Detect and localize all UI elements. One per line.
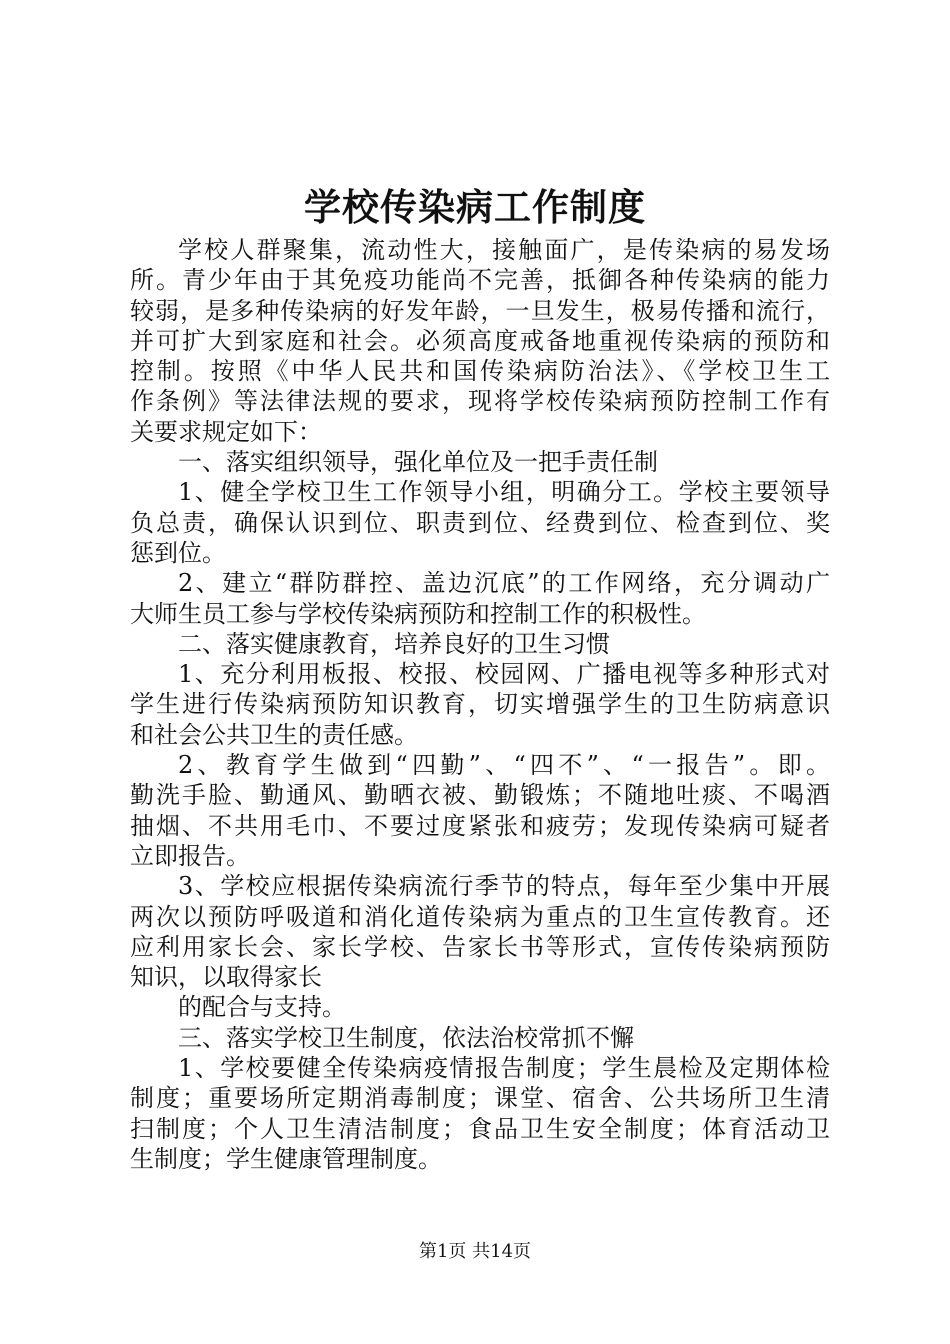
document-body (130, 235, 830, 1174)
text-line: 2、教育学生做到“四勤”、“四不”、“一报告”。即。 (178, 751, 830, 780)
text-line: 扫制度；个人卫生清洁制度；食品卫生安全制度；体育活动卫 (130, 1114, 830, 1143)
text-line: 的配合与支持。 (178, 993, 346, 1022)
text-line: 勤洗手脸、勤通风、勤晒衣被、勤锻炼；不随地吐痰、不喝酒 (130, 781, 830, 810)
text-line: 2、建立“群防群控、盖边沉底”的工作网络，充分调动广 (178, 569, 830, 598)
text-line: 学校人群聚集，流动性大，接触面广，是传染病的易发场 (178, 236, 830, 264)
text-line: 并可扩大到家庭和社会。必须高度戒备地重视传染病的预防和 (130, 326, 830, 355)
text-line: 生制度；学生健康管理制度。 (130, 1144, 442, 1173)
text-line: 抽烟、不共用毛巾、不要过度紧张和疲劳；发现传染病可疑者 (130, 811, 830, 840)
text-line: 立即报告。 (130, 841, 250, 870)
text-line: 关要求规定如下： (130, 417, 322, 446)
text-line: 控制。按照《中华人民共和国传染病防治法》、《学校卫生工 (130, 357, 830, 386)
text-line: 较弱，是多种传染病的好发年龄，一旦发生，极易传播和流行， (130, 296, 830, 325)
text-line: 应利用家长会、家长学校、告家长书等形式，宣传传染病预防 (130, 932, 830, 961)
text-line: 3、学校应根据传染病流行季节的特点，每年至少集中开展 (178, 872, 830, 901)
text-line: 两次以预防呼吸道和消化道传染病为重点的卫生宣传教育。还 (130, 902, 830, 931)
text-line: 知识，以取得家长 (130, 963, 322, 992)
text-line: 和社会公共卫生的责任感。 (130, 720, 418, 749)
text-line: 作条例》等法律法规的要求，现将学校传染病预防控制工作有 (130, 387, 830, 416)
text-line: 1、充分利用板报、校报、校园网、广播电视等多种形式对 (178, 660, 830, 689)
text-line: 1、学校要健全传染病疫情报告制度；学生晨检及定期体检 (178, 1054, 830, 1083)
text-line: 负总责，确保认识到位、职责到位、经费到位、检查到位、奖 (130, 508, 830, 537)
text-line: 惩到位。 (130, 538, 226, 567)
document-title: 学校传染病工作制度 (304, 185, 646, 229)
text-line: 学生进行传染病预防知识教育，切实增强学生的卫生防病意识 (130, 690, 830, 719)
text-line: 1、健全学校卫生工作领导小组，明确分工。学校主要领导 (178, 478, 830, 507)
page-footer: 第1页 共14页 (418, 1241, 532, 1262)
text-line: 三、落实学校卫生制度，依法治校常抓不懈 (178, 1023, 634, 1052)
text-line: 一、落实组织领导，强化单位及一把手责任制 (178, 448, 658, 477)
text-line: 二、落实健康教育，培养良好的卫生习惯 (178, 629, 610, 658)
text-line: 制度；重要场所定期消毒制度；课堂、宿舍、公共场所卫生清 (130, 1084, 830, 1113)
text-line: 所。青少年由于其免疫功能尚不完善，抵御各种传染病的能力 (130, 266, 830, 295)
text-line: 大师生员工参与学校传染病预防和控制工作的积极性。 (130, 599, 706, 628)
